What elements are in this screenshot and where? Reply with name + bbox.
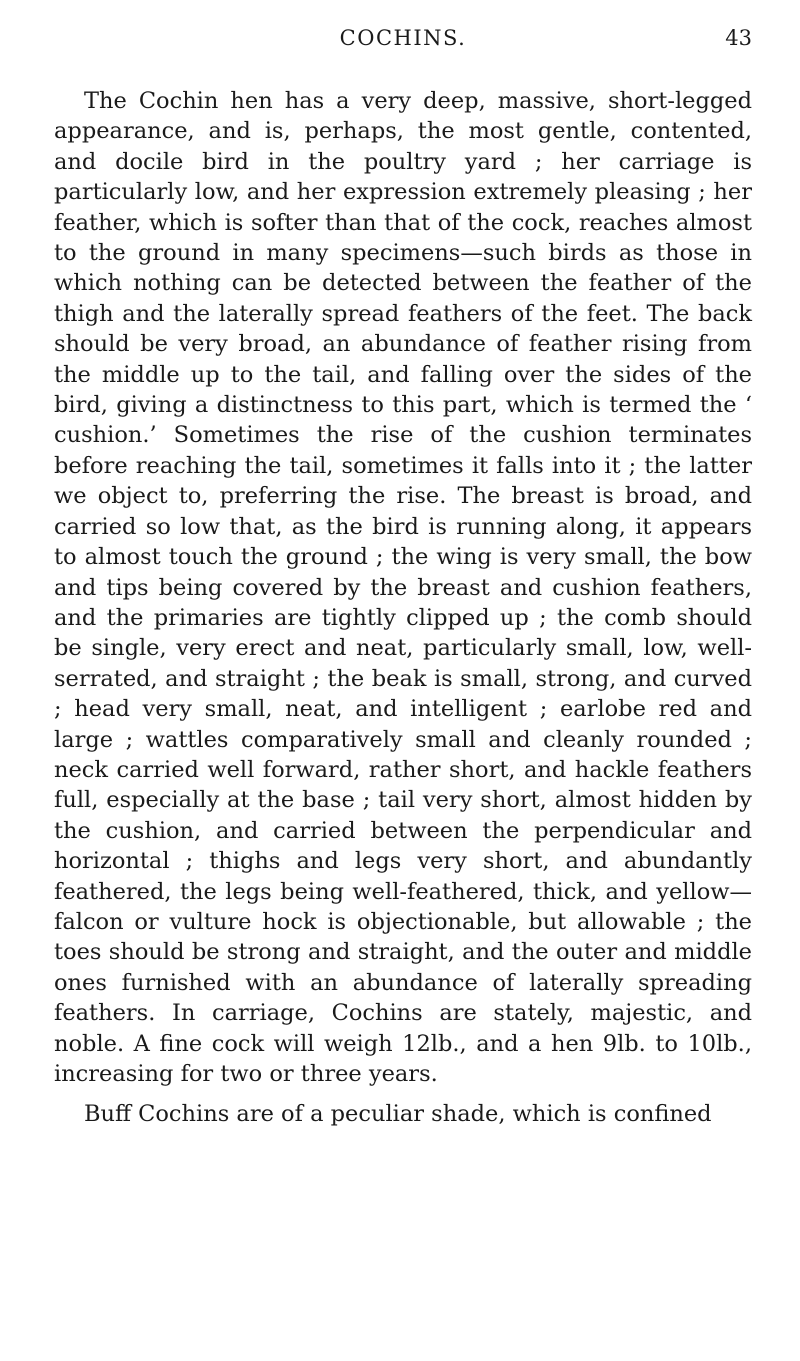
running-title: COCHINS. [339,26,467,50]
page-number: 43 [725,26,752,50]
paragraph-buff-cochins: Buff Cochins are of a peculiar shade, which is confined [84,1101,712,1128]
running-header [54,0,752,60]
body-text [54,86,752,1130]
paragraph-cochin-hen: The Cochin hen has a very deep, massive, short-legged appearance, and is, perhaps, the most gentle, contented, and docile bird in the poultry yard ; her carriage is particularly low, and her expression extremely pleasing ; her feather, which is softer than that of the cock, reaches almost to the ground in many specimens—such birds as those in which nothing can be detected between the feather of the thigh and the laterally spread feathers of the feet. The back should be very broad, an abundance of feather rising from the middle up to the tail, and falling over the sides of the bird, giving a distinctness to this part, which is termed the ‘ cushion.’ Sometimes the rise of the cushion terminates before reaching the tail, sometimes it falls into it ; the latter we object to, preferring the rise. The breast is broad, and carried so low that, as the bird is running along, it appears to almost touch the ground ; the wing is very small, the bow and tips being covered by the breast and cushion feathers, and the primaries are tightly clipped up ; the comb should be single, very erect and neat, particularly small, low, well-serrated, and straight ; the beak is small, strong, and curved ; head very small, neat, and intelligent ; earlobe red and large ; wattles comparatively small and cleanly rounded ; neck carried well forward, rather short, and hackle feathers full, especially at the base ; tail very short, almost hidden by the cushion, and carried between the perpendicular and horizontal ; thighs and legs very short, and abundantly feathered, the legs being well-feathered, thick, and yellow—falcon or vulture hock is objectionable, but allowable ; the toes should be strong and straight, and the outer and middle ones furnished with an abundance of laterally spreading feathers. In carriage, Cochins are stately, majestic, and noble. A fine cock will weigh 12lb., and a hen 9lb. to 10lb., increasing for two or three years. [54,88,752,1087]
